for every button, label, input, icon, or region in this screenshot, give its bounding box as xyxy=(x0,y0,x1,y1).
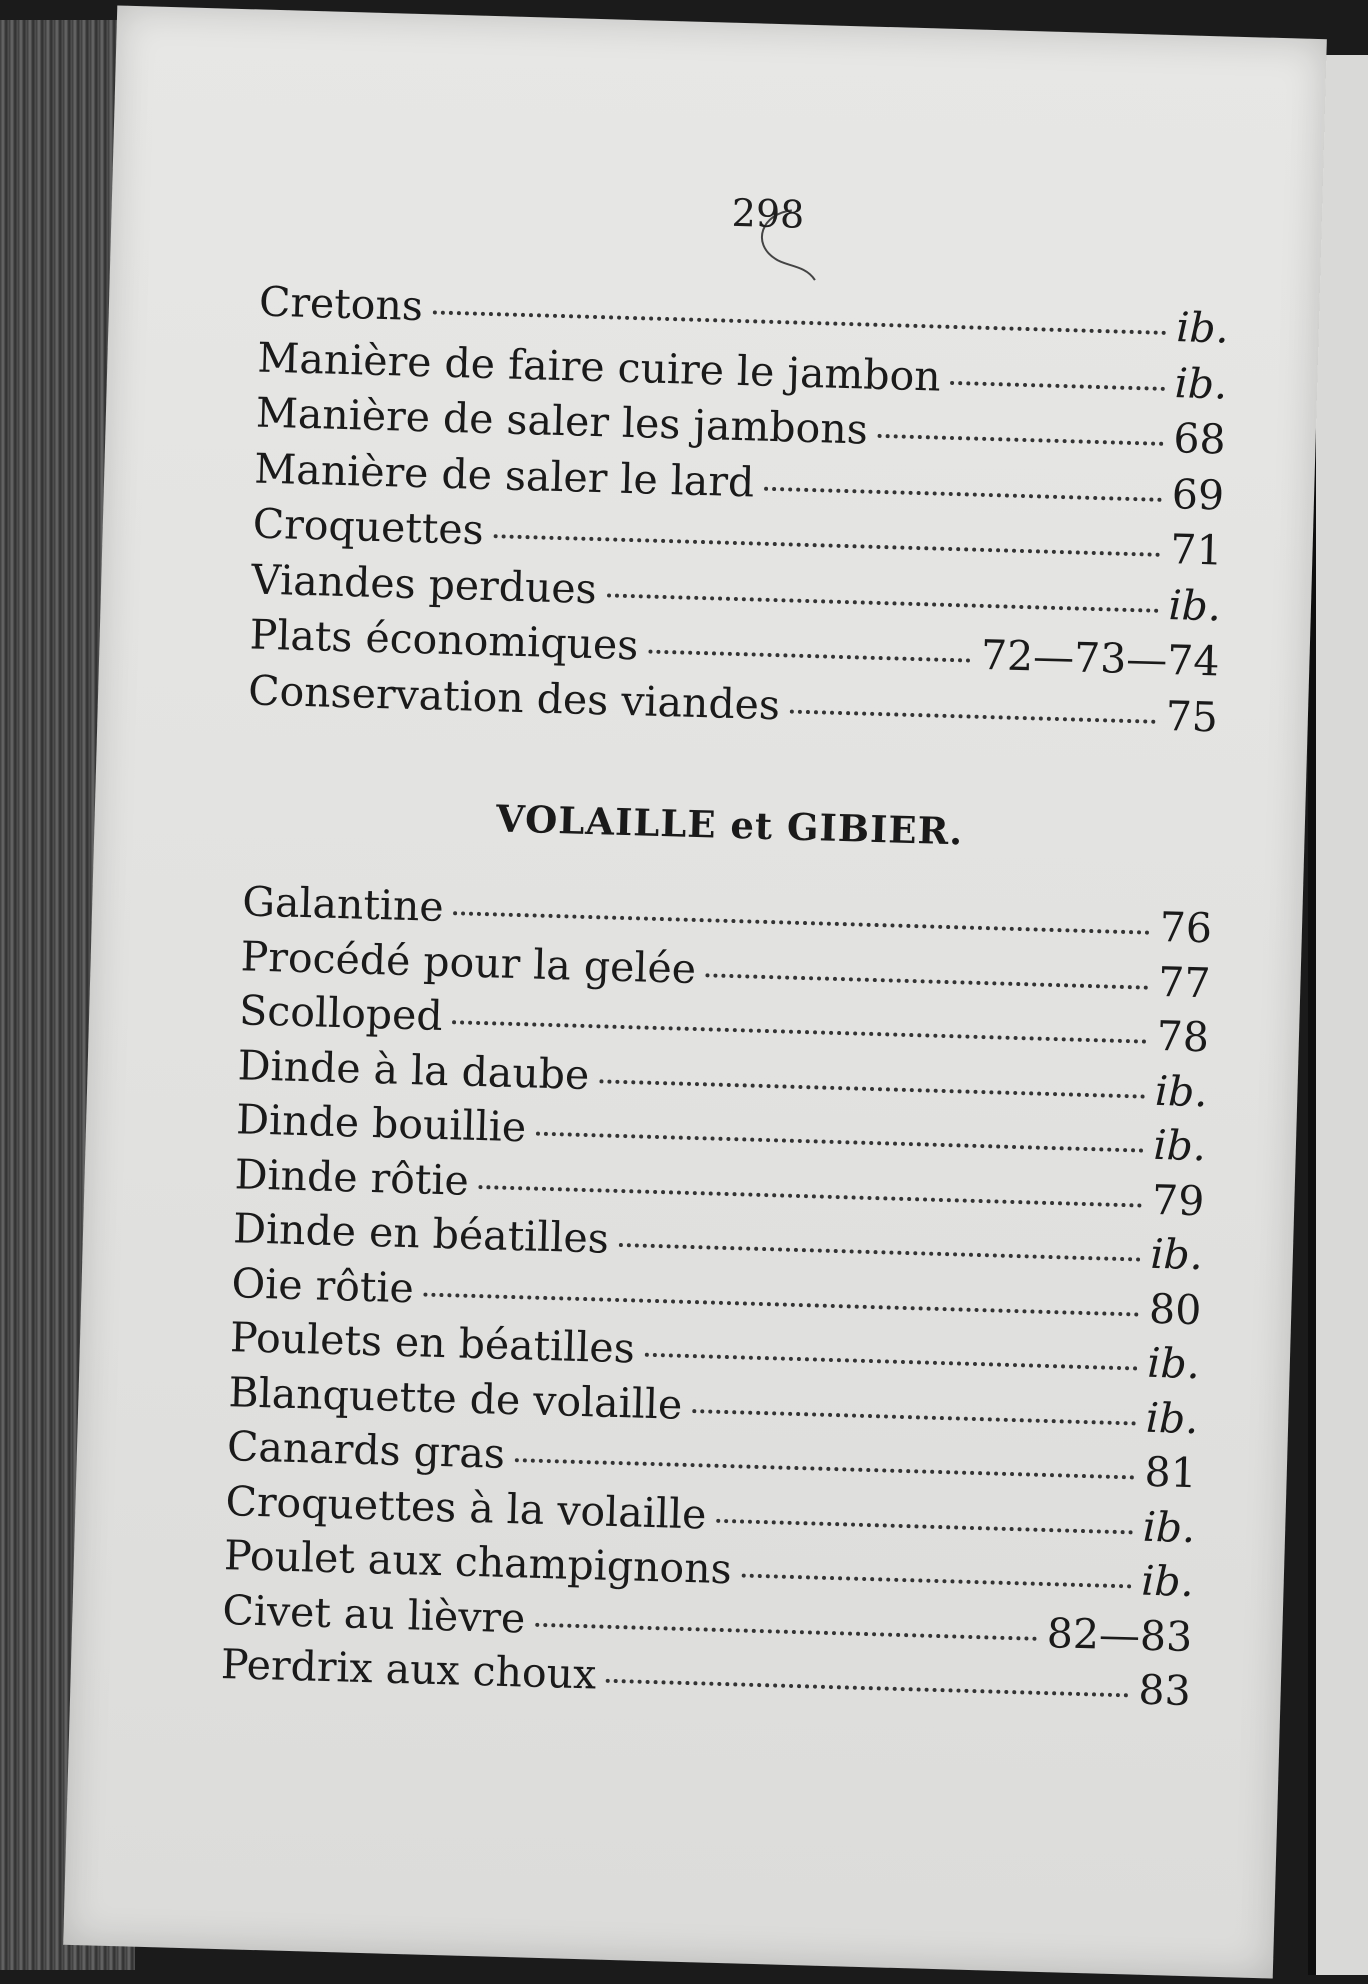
entry-page: 80 xyxy=(1148,1284,1202,1334)
entry-page: ib. xyxy=(1167,580,1222,631)
entry-page: 72—73—74 xyxy=(980,630,1221,686)
entry-page: 77 xyxy=(1157,957,1212,1007)
entry-title: Civet au lièvre xyxy=(221,1585,526,1642)
dot-leader xyxy=(424,1292,1139,1316)
entry-title: Perdrix aux choux xyxy=(220,1640,597,1699)
entry-title: Croquettes à la volaille xyxy=(224,1476,708,1539)
dot-leader xyxy=(599,1079,1145,1098)
index-list-bottom xyxy=(220,877,1212,1721)
entry-title: Oie rôtie xyxy=(231,1258,415,1312)
entry-title: Manière de saler les jambons xyxy=(255,388,869,454)
entry-title: Conservation des viandes xyxy=(247,665,781,729)
entry-page: ib. xyxy=(1175,303,1230,353)
entry-page: ib. xyxy=(1142,1502,1196,1552)
entry-title: Scolloped xyxy=(238,986,444,1040)
entry-page: 75 xyxy=(1165,691,1219,741)
entry-page: ib. xyxy=(1146,1338,1201,1389)
dot-leader xyxy=(648,650,971,663)
index-list-top xyxy=(247,278,1229,749)
entry-title: Plats économiques xyxy=(249,610,639,670)
dot-leader xyxy=(536,1132,1143,1153)
dot-leader xyxy=(433,310,1167,334)
dot-leader xyxy=(515,1458,1135,1479)
entry-title: Manière de faire cuire le jambon xyxy=(256,333,942,401)
entry-title: Dinde à la daube xyxy=(237,1040,590,1099)
dot-leader xyxy=(741,1574,1131,1589)
entry-page: ib. xyxy=(1174,358,1228,409)
entry-page: 78 xyxy=(1156,1011,1210,1062)
entry-page: ib. xyxy=(1154,1066,1209,1116)
entry-page: 76 xyxy=(1159,902,1213,953)
dot-leader xyxy=(692,1409,1136,1425)
dot-leader xyxy=(453,911,1149,934)
entry-page: 83 xyxy=(1137,1665,1192,1716)
dot-leader xyxy=(706,973,1148,989)
entry-title: Manière de saler le lard xyxy=(253,444,755,506)
section-heading: VOLAILLE et GIBIER. xyxy=(495,796,964,854)
entry-page: 69 xyxy=(1171,469,1225,520)
dot-leader xyxy=(790,709,1156,723)
dot-leader xyxy=(606,1679,1128,1698)
entry-page: ib. xyxy=(1140,1556,1195,1607)
entry-title: Cretons xyxy=(258,277,424,331)
entry-title: Dinde bouillie xyxy=(235,1095,527,1152)
entry-title: Poulet aux champignons xyxy=(223,1531,733,1594)
book-page xyxy=(63,5,1327,1978)
dot-leader xyxy=(606,593,1158,612)
entry-title: Dinde rôtie xyxy=(234,1149,470,1205)
entry-title: Poulets en béatilles xyxy=(229,1313,636,1373)
dot-leader xyxy=(645,1353,1138,1371)
entry-page: 71 xyxy=(1169,525,1224,575)
entry-page: ib. xyxy=(1145,1393,1199,1443)
dot-leader xyxy=(452,1020,1146,1043)
entry-page: 81 xyxy=(1143,1447,1198,1498)
dot-leader xyxy=(619,1243,1141,1262)
dot-leader xyxy=(493,534,1160,557)
entry-page: ib. xyxy=(1152,1120,1207,1171)
dot-leader xyxy=(535,1622,1037,1640)
dot-leader xyxy=(951,380,1165,390)
page-number: 298 xyxy=(731,190,805,237)
entry-title: Galantine xyxy=(241,877,445,931)
dot-leader xyxy=(716,1518,1133,1534)
dot-leader xyxy=(764,486,1162,501)
entry-title: Blanquette de volaille xyxy=(227,1367,683,1429)
entry-page: 79 xyxy=(1151,1175,1206,1225)
dot-leader xyxy=(479,1185,1143,1208)
entry-title: Procédé pour la gelée xyxy=(240,931,697,993)
entry-page: 68 xyxy=(1172,414,1227,464)
entry-title: Viandes perdues xyxy=(250,554,598,613)
dot-leader xyxy=(878,434,1164,446)
entry-page: 82—83 xyxy=(1046,1608,1193,1661)
entry-title: Canards gras xyxy=(226,1422,506,1478)
entry-title: Croquettes xyxy=(252,499,485,554)
entry-page: ib. xyxy=(1149,1229,1204,1280)
entry-title: Dinde en béatilles xyxy=(232,1204,610,1263)
